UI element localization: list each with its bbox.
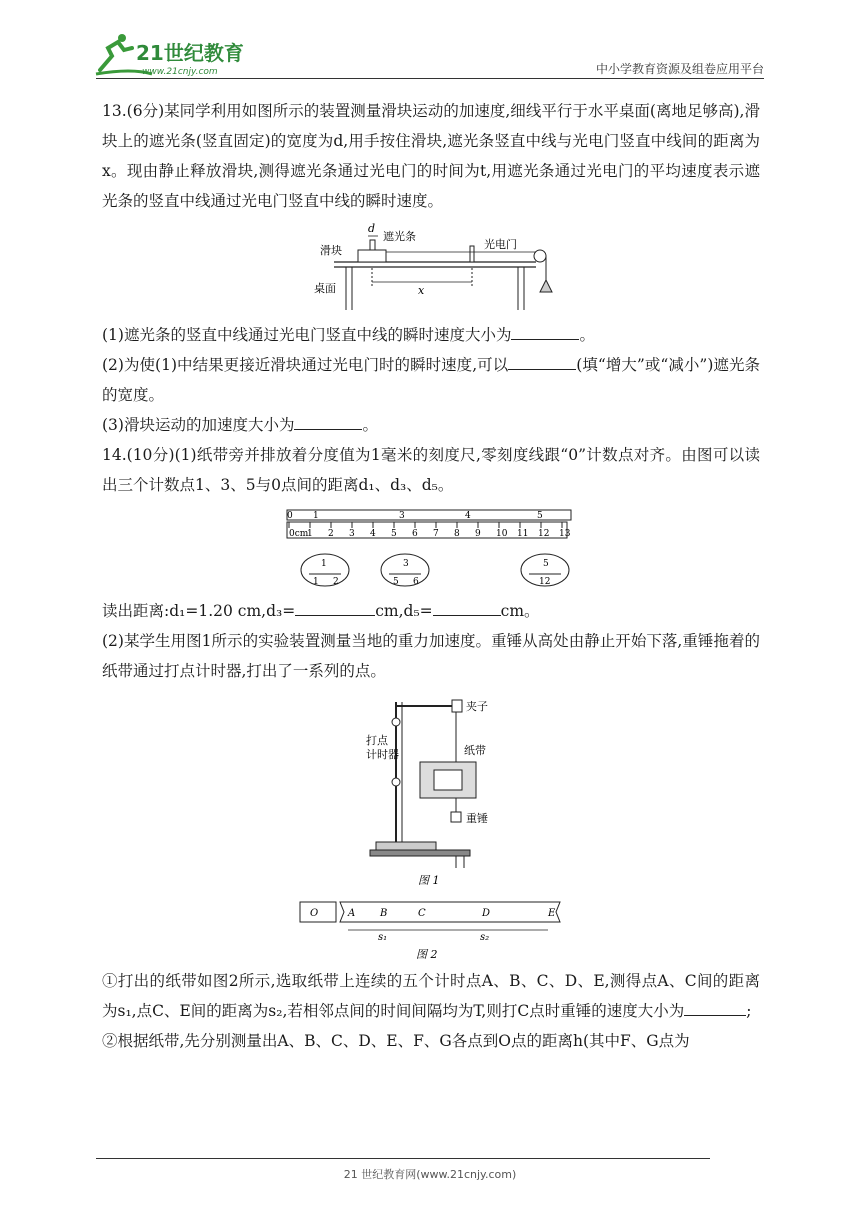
label-jishiqi: 计时器 bbox=[366, 748, 399, 761]
answer-blank-d3[interactable] bbox=[295, 597, 375, 616]
q14-part2: (2)某学生用图1所示的实验装置测量当地的重力加速度。重锤从高处由静止开始下落,重锤拖着的纸带通过打点计时器,打出了一系列的点。 bbox=[102, 632, 760, 680]
tape2-point-label: O bbox=[310, 908, 319, 919]
header-platform-text: 中小学教育资源及组卷应用平台 bbox=[595, 62, 764, 76]
zoom2-tick-a: 5 bbox=[393, 577, 399, 587]
ruler-tape-figure bbox=[281, 506, 581, 590]
q14-stem: 14.(10分)(1)纸带旁并排放着分度值为1毫米的刻度尺,零刻度线跟“0”计数点对齐。由图可以读出三个计数点1、3、5与0点间的距离d₁、d₃、d₅。 bbox=[102, 446, 760, 494]
ruler-tick-label: 5 bbox=[391, 529, 397, 539]
question-content bbox=[102, 96, 760, 1056]
label-x: x bbox=[418, 284, 425, 297]
ruler-tick-label: 3 bbox=[349, 529, 355, 539]
label-jiazi: 夹子 bbox=[466, 700, 488, 713]
ruler-tick-label: 7 bbox=[433, 529, 439, 539]
zoom3-tick: 12 bbox=[539, 577, 551, 587]
logo-subtext: www.21cnjy.com bbox=[142, 67, 218, 77]
label-zhongchui: 重锤 bbox=[466, 812, 488, 825]
q13-apparatus-figure bbox=[296, 222, 566, 314]
zoom2-point: 3 bbox=[403, 559, 409, 569]
tape-point-label: 4 bbox=[465, 511, 471, 521]
ruler-tick-label: 8 bbox=[454, 529, 460, 539]
tape2-point-label: C bbox=[418, 908, 426, 919]
runner-icon bbox=[100, 42, 132, 70]
label-zheguangtiao: 遮光条 bbox=[383, 230, 416, 243]
ruler-tick-label: 0cm bbox=[289, 529, 309, 539]
ruler-tick-label: 10 bbox=[496, 529, 508, 539]
figure-2-tape bbox=[296, 898, 566, 960]
ruler-tick-label: 6 bbox=[412, 529, 418, 539]
q14-sub2: ②根据纸带,先分别测量出A、B、C、D、E、F、G各点到O点的距离h(其中F、G点为 bbox=[102, 1032, 690, 1050]
label-guangdianmen: 光电门 bbox=[484, 238, 517, 251]
logo-text: 21世纪教育 bbox=[136, 41, 244, 65]
answer-blank-2[interactable] bbox=[508, 351, 576, 370]
q13-part2: (2)为使(1)中结果更接近滑块通过光电门时的瞬时速度,可以 (填“增大”或“减小”)遮光条的宽度。 bbox=[102, 350, 760, 410]
ruler-tick-label: 4 bbox=[370, 529, 376, 539]
ruler-tick-label: 11 bbox=[517, 529, 529, 539]
q14-sub1: ①打出的纸带如图2所示,选取纸带上连续的五个计时点A、B、C、D、E,测得点A、C间的距离为s₁,点C、E间的距离为s₂,若相邻点间的时间间隔均为T,则打C点时重锤的速度大小为 ; bbox=[102, 972, 760, 1020]
answer-blank-3[interactable] bbox=[294, 411, 362, 430]
tape2-point-label: A bbox=[348, 908, 356, 919]
header-divider bbox=[96, 78, 764, 79]
label-s2: s₂ bbox=[480, 932, 490, 943]
answer-blank-vc[interactable] bbox=[684, 997, 746, 1016]
q13-part1: (1)遮光条的竖直中线通过光电门竖直中线的瞬时速度大小为 。 bbox=[102, 320, 760, 350]
label-huakuai: 滑块 bbox=[320, 244, 342, 257]
zoom1-point: 1 bbox=[321, 559, 327, 569]
figure-1-apparatus bbox=[356, 692, 506, 892]
q13-stem: 13.(6分)某同学利用如图所示的装置测量滑块运动的加速度,细线平行于水平桌面(离地足够高),滑块上的遮光条(竖直固定)的宽度为d,用手按住滑块,遮光条竖直中线与光电门竖直中线间的距离为x。现由静止释放滑块,测得遮光条通过光电门的时间为t,用遮光条通过光电门的平均速度表示遮光条的竖直中线通过光电门竖直中线的瞬时速度。 bbox=[102, 102, 760, 210]
tape2-point-label: B bbox=[380, 908, 388, 919]
figure-1-caption: 图 1 bbox=[418, 874, 440, 887]
tape-point-label: 0 bbox=[287, 511, 293, 521]
zoom1-tick-b: 2 bbox=[333, 577, 339, 587]
ruler-tick-label: 1 bbox=[307, 529, 313, 539]
ruler-tick-label: 2 bbox=[328, 529, 334, 539]
tape2-point-label: E bbox=[548, 908, 556, 919]
q13-part3: (3)滑块运动的加速度大小为 。 bbox=[102, 410, 760, 440]
tape2-point-label: D bbox=[482, 908, 491, 919]
tape-point-label: 1 bbox=[313, 511, 319, 521]
label-zhuomian: 桌面 bbox=[314, 282, 336, 295]
answer-blank-1[interactable] bbox=[511, 321, 579, 340]
label-d: d bbox=[368, 222, 376, 235]
label-dadian: 打点 bbox=[366, 734, 388, 747]
footer-divider bbox=[96, 1158, 710, 1159]
zoom1-tick-a: 1 bbox=[313, 577, 319, 587]
ruler-tick-label: 12 bbox=[538, 529, 550, 539]
ruler-tick-label: 13 bbox=[559, 529, 571, 539]
zoom3-point: 5 bbox=[543, 559, 549, 569]
label-zhidai: 纸带 bbox=[464, 744, 486, 757]
figure-2-caption: 图 2 bbox=[416, 948, 438, 960]
q14-reading: 读出距离:d₁=1.20 cm,d₃= cm,d₅= cm。 bbox=[102, 596, 760, 626]
site-logo bbox=[92, 30, 262, 80]
tape-point-label: 3 bbox=[399, 511, 405, 521]
zoom2-tick-b: 6 bbox=[413, 577, 419, 587]
ruler-tick-label: 9 bbox=[475, 529, 481, 539]
label-s1: s₁ bbox=[378, 932, 388, 943]
footer-text: 21 世纪教育网(www.21cnjy.com) bbox=[343, 1168, 517, 1181]
tape-point-label: 5 bbox=[537, 511, 543, 521]
answer-blank-d5[interactable] bbox=[433, 597, 501, 616]
